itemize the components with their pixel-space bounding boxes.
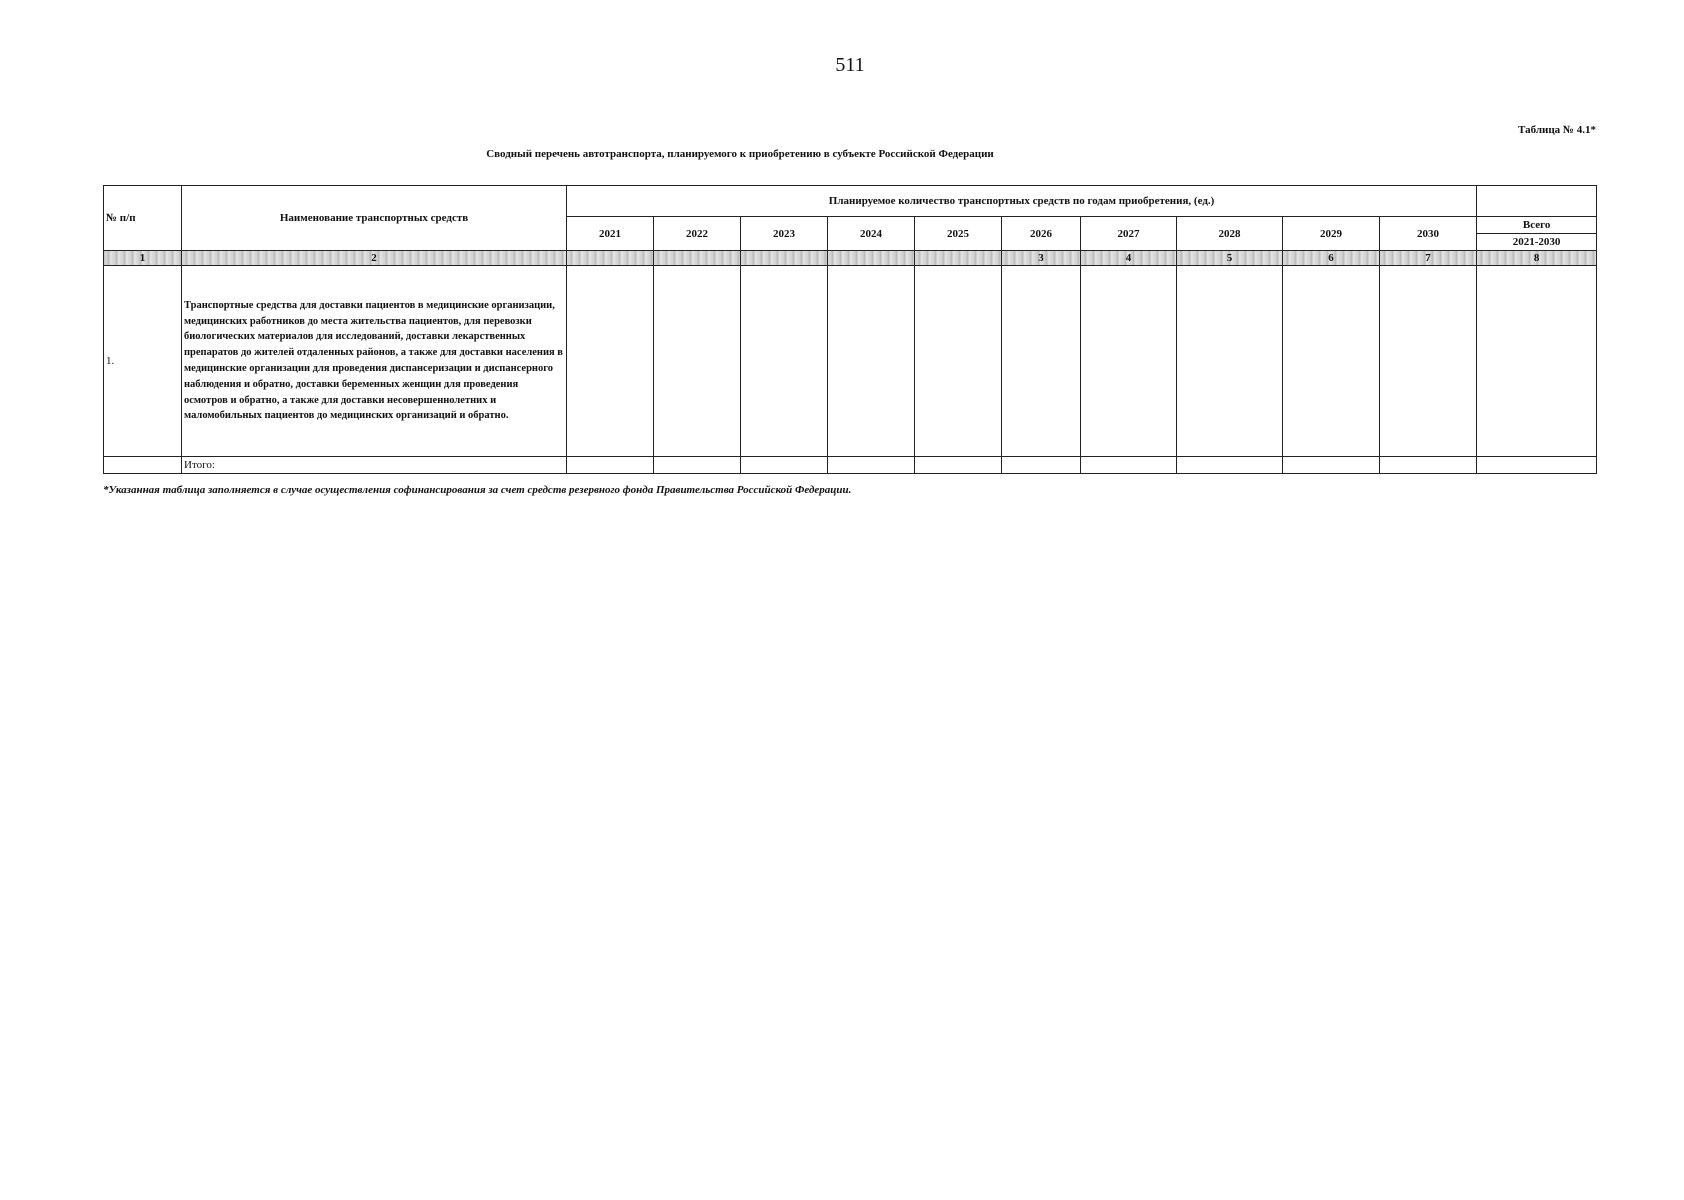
vehicle-table — [103, 185, 1597, 474]
header-year: 2022 — [654, 217, 741, 251]
header-year: 2024 — [828, 217, 915, 251]
index-cell: 5 — [1177, 251, 1283, 266]
index-cell: 8 — [1477, 251, 1597, 266]
empty-cell — [104, 457, 182, 474]
header-row-1 — [104, 186, 1597, 217]
empty-cell — [1477, 266, 1597, 457]
document-title: Сводный перечень автотранспорта, планируемого к приобретению в субъекте Российской Федерации — [486, 148, 994, 160]
empty-cell — [654, 266, 741, 457]
row-description: Транспортные средства для доставки пациентов в медицинские организации, медицинских работников до места жительства пациентов, для перевозки биологических материалов для исследований, доставки лекарственных препаратов до жителей отдаленных районов, а также для доставки населения в медицинские организации для проведения диспансеризации и диспансерного наблюдения и обратно, доставки беременных женщин для проведения осмотров и обратно, а также для доставки несовершеннолетних и маломобильных пациентов до медицинских организаций и обратно. — [182, 266, 567, 457]
index-cell: 4 — [1081, 251, 1177, 266]
empty-cell — [828, 457, 915, 474]
header-total-label: Всего — [1477, 217, 1596, 234]
index-cell — [828, 251, 915, 266]
empty-cell — [567, 266, 654, 457]
empty-cell — [1477, 457, 1597, 474]
empty-cell — [741, 266, 828, 457]
header-year: 2023 — [741, 217, 828, 251]
index-cell: 7 — [1380, 251, 1477, 266]
empty-cell — [1002, 266, 1081, 457]
header-planned: Планируемое количество транспортных средств по годам приобретения, (ед.) — [567, 186, 1477, 217]
row-number: 1. — [104, 266, 182, 457]
footnote: *Указанная таблица заполняется в случае осуществления софинансирования за счет средств резервного фонда Правительства Российской Федерации. — [103, 484, 852, 496]
table-label: Таблица № 4.1* — [1518, 124, 1596, 136]
empty-cell — [1177, 266, 1283, 457]
index-cell: 2 — [182, 251, 567, 266]
header-total-spacer — [1477, 186, 1597, 217]
empty-cell — [741, 457, 828, 474]
empty-cell — [1380, 266, 1477, 457]
empty-cell — [915, 266, 1002, 457]
header-year: 2028 — [1177, 217, 1283, 251]
header-year: 2021 — [567, 217, 654, 251]
header-total-range: 2021-2030 — [1512, 236, 1561, 248]
empty-cell — [828, 266, 915, 457]
page-number: 511 — [835, 54, 865, 76]
empty-cell — [1283, 457, 1380, 474]
header-year: 2029 — [1283, 217, 1380, 251]
empty-cell — [1002, 457, 1081, 474]
header-total — [1477, 217, 1597, 251]
header-year: 2025 — [915, 217, 1002, 251]
index-cell — [654, 251, 741, 266]
index-cell — [741, 251, 828, 266]
total-row — [104, 457, 1597, 474]
index-cell: 3 — [1002, 251, 1081, 266]
index-cell: 6 — [1283, 251, 1380, 266]
header-year: 2030 — [1380, 217, 1477, 251]
table-row — [104, 266, 1597, 457]
empty-cell — [915, 457, 1002, 474]
index-cell — [567, 251, 654, 266]
empty-cell — [1081, 266, 1177, 457]
empty-cell — [1283, 266, 1380, 457]
empty-cell — [1380, 457, 1477, 474]
header-num: № п/п — [104, 186, 182, 251]
empty-cell — [1081, 457, 1177, 474]
empty-cell — [1177, 457, 1283, 474]
index-cell: 1 — [104, 251, 182, 266]
header-year: 2027 — [1081, 217, 1177, 251]
index-cell — [915, 251, 1002, 266]
header-name: Наименование транспортных средств — [182, 186, 567, 251]
column-index-row — [104, 251, 1597, 266]
total-label: Итого: — [182, 457, 567, 474]
header-year: 2026 — [1002, 217, 1081, 251]
empty-cell — [654, 457, 741, 474]
empty-cell — [567, 457, 654, 474]
